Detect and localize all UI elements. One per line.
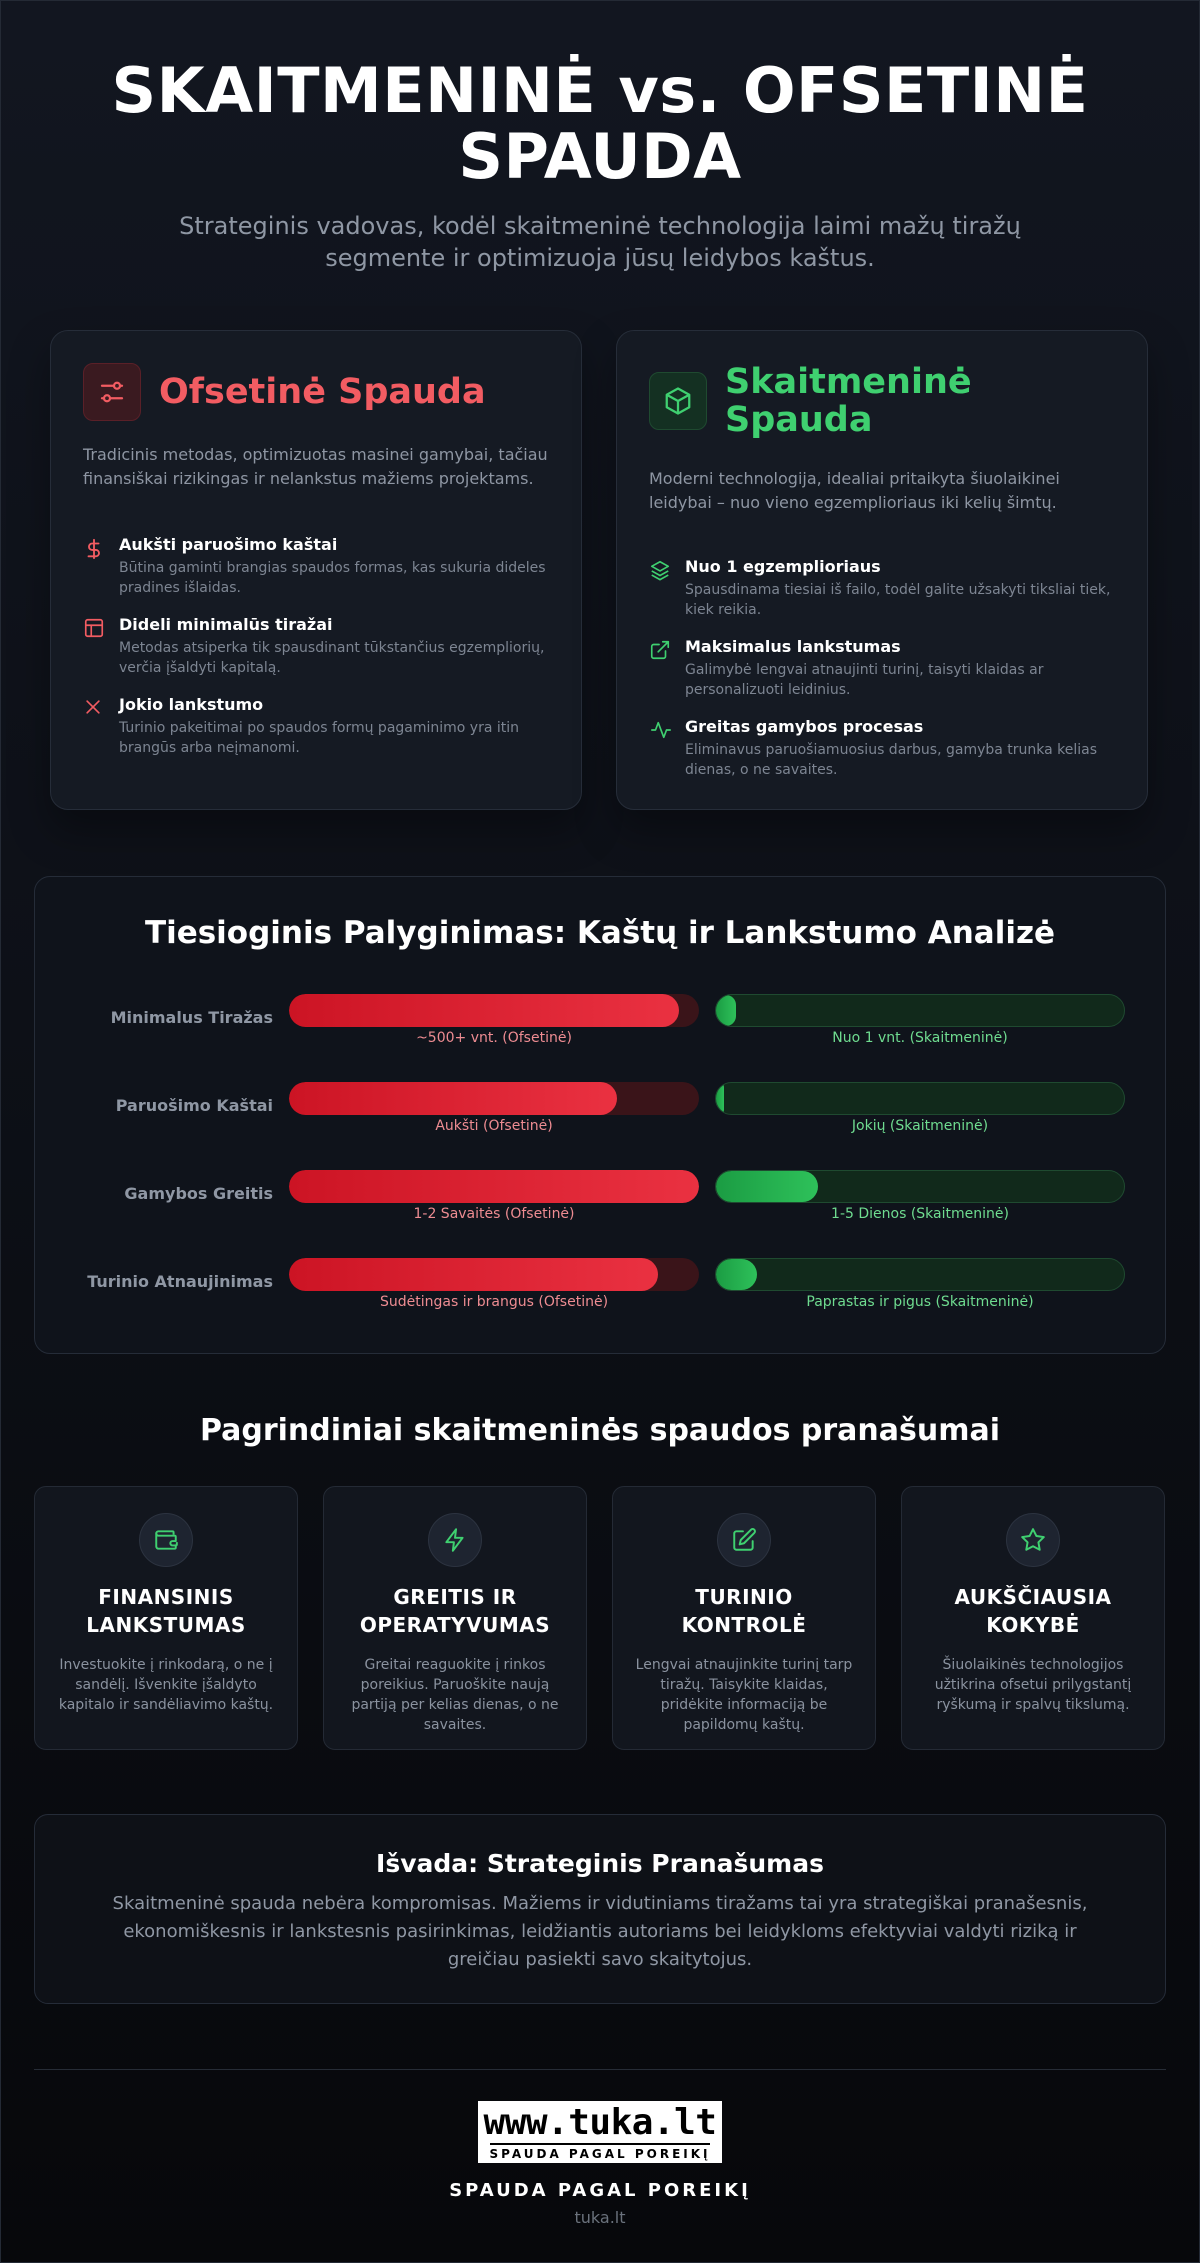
digital-caption: Nuo 1 vnt. (Skaitmeninė) [832,1030,1008,1046]
feature-title: Dideli minimalūs tiražai [119,615,333,634]
offset-card [50,330,582,810]
comparison-row [35,994,1165,1054]
advantage-card [34,1486,298,1750]
advantage-title: FINANSINIS LANKSTUMAS [86,1585,246,1637]
advantage-card [612,1486,876,1750]
offset-feature [83,615,551,678]
digital-bar [715,1258,1125,1291]
digital-feature [649,557,1117,620]
row-label: Turinio Atnaujinimas [87,1272,273,1291]
digital-bar-fill [716,1171,818,1202]
feature-text: Galimybė lengvai atnaujinti turinį, taisyti klaidas ar personalizuoti leidinius. [685,662,1044,698]
external-link-icon [649,637,685,700]
digital-bar [715,994,1125,1027]
layers-icon [649,557,685,620]
feature-text: Eliminavus paruošiamuosius darbus, gamyba trunka kelias dienas, o ne savaites. [685,742,1098,778]
digital-bar-fill [716,1259,757,1290]
offset-feature [83,695,551,758]
comparison-row [35,1082,1165,1142]
feature-title: Greitas gamybos procesas [685,717,924,736]
offset-caption: 1-2 Savaitės (Ofsetinė) [413,1206,575,1222]
digital-caption: Paprastas ir pigus (Skaitmeninė) [806,1294,1034,1310]
comparison-row [35,1170,1165,1230]
feature-title: Maksimalus lankstumas [685,637,901,656]
advantage-title: TURINIO KONTROLĖ [681,1585,807,1637]
offset-bar-fill [289,994,679,1027]
digital-card [616,330,1148,810]
offset-bar [289,1082,699,1115]
logo-text: www.tuka.lt [483,2102,717,2143]
layout-icon [83,615,119,678]
footer-slogan: SPAUDA PAGAL POREIKĮ [449,2180,751,2201]
offset-bar-fill [289,1258,658,1291]
advantage-text: Lengvai atnaujinkite turinį tarp tiražų. Taisykite klaidas, pridėkite informaciją be papildomų kaštų. [635,1657,853,1733]
row-label: Minimalus Tiražas [110,1008,273,1027]
digital-feature [649,717,1117,780]
comparison-title: Tiesioginis Palyginimas: Kaštų ir Lankstumo Analizė [144,915,1056,951]
digital-title: Skaitmeninė Spauda [725,362,972,440]
offset-bar [289,1258,699,1291]
digital-bar-fill [716,1083,724,1114]
tuka-logo[interactable] [478,2101,722,2163]
offset-bar [289,994,699,1027]
advantage-card [323,1486,587,1750]
advantage-title: AUKŠČIAUSIA KOKYBĖ [954,1585,1112,1637]
hero [0,54,1200,274]
x-icon [83,695,119,758]
feature-text: Metodas atsiperka tik spausdinant tūkstančius egzempliorių, verčia įšaldyti kapitalą. [119,640,545,676]
feature-title: Jokio lankstumo [119,695,264,714]
digital-bar [715,1170,1125,1203]
footer-site-link[interactable]: tuka.lt [574,2208,626,2227]
dollar-icon [83,535,119,598]
offset-bar [289,1170,699,1203]
comparison-row [35,1258,1165,1318]
offset-bar-fill [289,1082,617,1115]
advantage-text: Greitai reaguokite į rinkos poreikius. Paruoškite naują partiją per kelias dienas, o ne savaites. [351,1657,559,1733]
sliders-icon [83,363,141,421]
comparison-panel [34,876,1166,1354]
advantages-title: Pagrindiniai skaitmeninės spaudos pranašumai [199,1413,1001,1448]
feature-text: Spausdinama tiesiai iš failo, todėl galite užsakyti tiksliai tiek, kiek reikia. [685,582,1111,618]
digital-caption: 1-5 Dienos (Skaitmeninė) [831,1206,1009,1222]
advantage-title: GREITIS IR OPERATYVUMAS [359,1585,551,1637]
advantage-text: Investuokite į rinkodarą, o ne į sandėlį. Išvenkite įšaldyto kapitalo ir sandėliavimo kaštų. [58,1657,274,1713]
conclusion-text: Skaitmeninė spauda nebėra kompromisas. Mažiems ir vidutiniams tiražams tai yra strategiškai pranašesnis, ekonomiškesnis ir lankstesnis pasirinkimas, leidžiantis autoriams bei leidykloms efektyviai valdyti riziką ir greičiau pasiekti savo skaitytojus. [112,1893,1088,1970]
row-label: Paruošimo Kaštai [115,1096,273,1115]
wallet-icon [139,1513,193,1567]
digital-description: Moderni technologija, idealiai pritaikyta šiuolaikinei leidybai – nuo vieno egzemplioriaus iki kelių šimtų. [649,469,1060,512]
offset-caption: Sudėtingas ir brangus (Ofsetinė) [379,1294,609,1310]
page-subtitle: Strateginis vadovas, kodėl skaitmeninė technologija laimi mažų tiražų segmente ir optimizuoja jūsų leidybos kaštus. [179,212,1021,272]
digital-bar [715,1082,1125,1115]
offset-description: Tradicinis metodas, optimizuotas masinei gamybai, tačiau finansiškai rizikingas ir nelankstus mažiems projektams. [83,445,548,488]
conclusion-panel [34,1814,1166,2004]
offset-caption: Aukšti (Ofsetinė) [435,1118,553,1134]
feature-title: Aukšti paruošimo kaštai [119,535,338,554]
page-title: SKAITMENINĖ vs. OFSETINĖ SPAUDA [111,54,1089,193]
bolt-icon [428,1513,482,1567]
logo-tagline: SPAUDA PAGAL POREIKĮ [489,2147,711,2161]
offset-bar-fill [289,1170,699,1203]
footer-divider [34,2069,1166,2070]
advantage-card [901,1486,1165,1750]
feature-text: Būtina gaminti brangias spaudos formas, kas sukuria dideles pradines išlaidas. [119,560,546,596]
offset-feature [83,535,551,598]
cube-icon [649,372,707,430]
feature-text: Turinio pakeitimai po spaudos formų pagaminimo yra itin brangūs arba neįmanomi. [119,720,520,756]
digital-bar-fill [716,995,736,1026]
advantage-text: Šiuolaikinės technologijos užtikrina ofsetui prilygstantį ryškumą ir spalvų tikslumą. [934,1657,1132,1713]
activity-icon [649,717,685,780]
offset-title: Ofsetinė Spauda [159,372,486,412]
star-icon [1006,1513,1060,1567]
digital-feature [649,637,1117,700]
row-label: Gamybos Greitis [124,1184,273,1203]
offset-caption: ~500+ vnt. (Ofsetinė) [416,1030,572,1046]
conclusion-title: Išvada: Strateginis Pranašumas [376,1849,824,1878]
feature-title: Nuo 1 egzemplioriaus [685,557,881,576]
digital-caption: Jokių (Skaitmeninė) [851,1118,989,1134]
edit-icon [717,1513,771,1567]
logo-rule [490,2143,710,2145]
